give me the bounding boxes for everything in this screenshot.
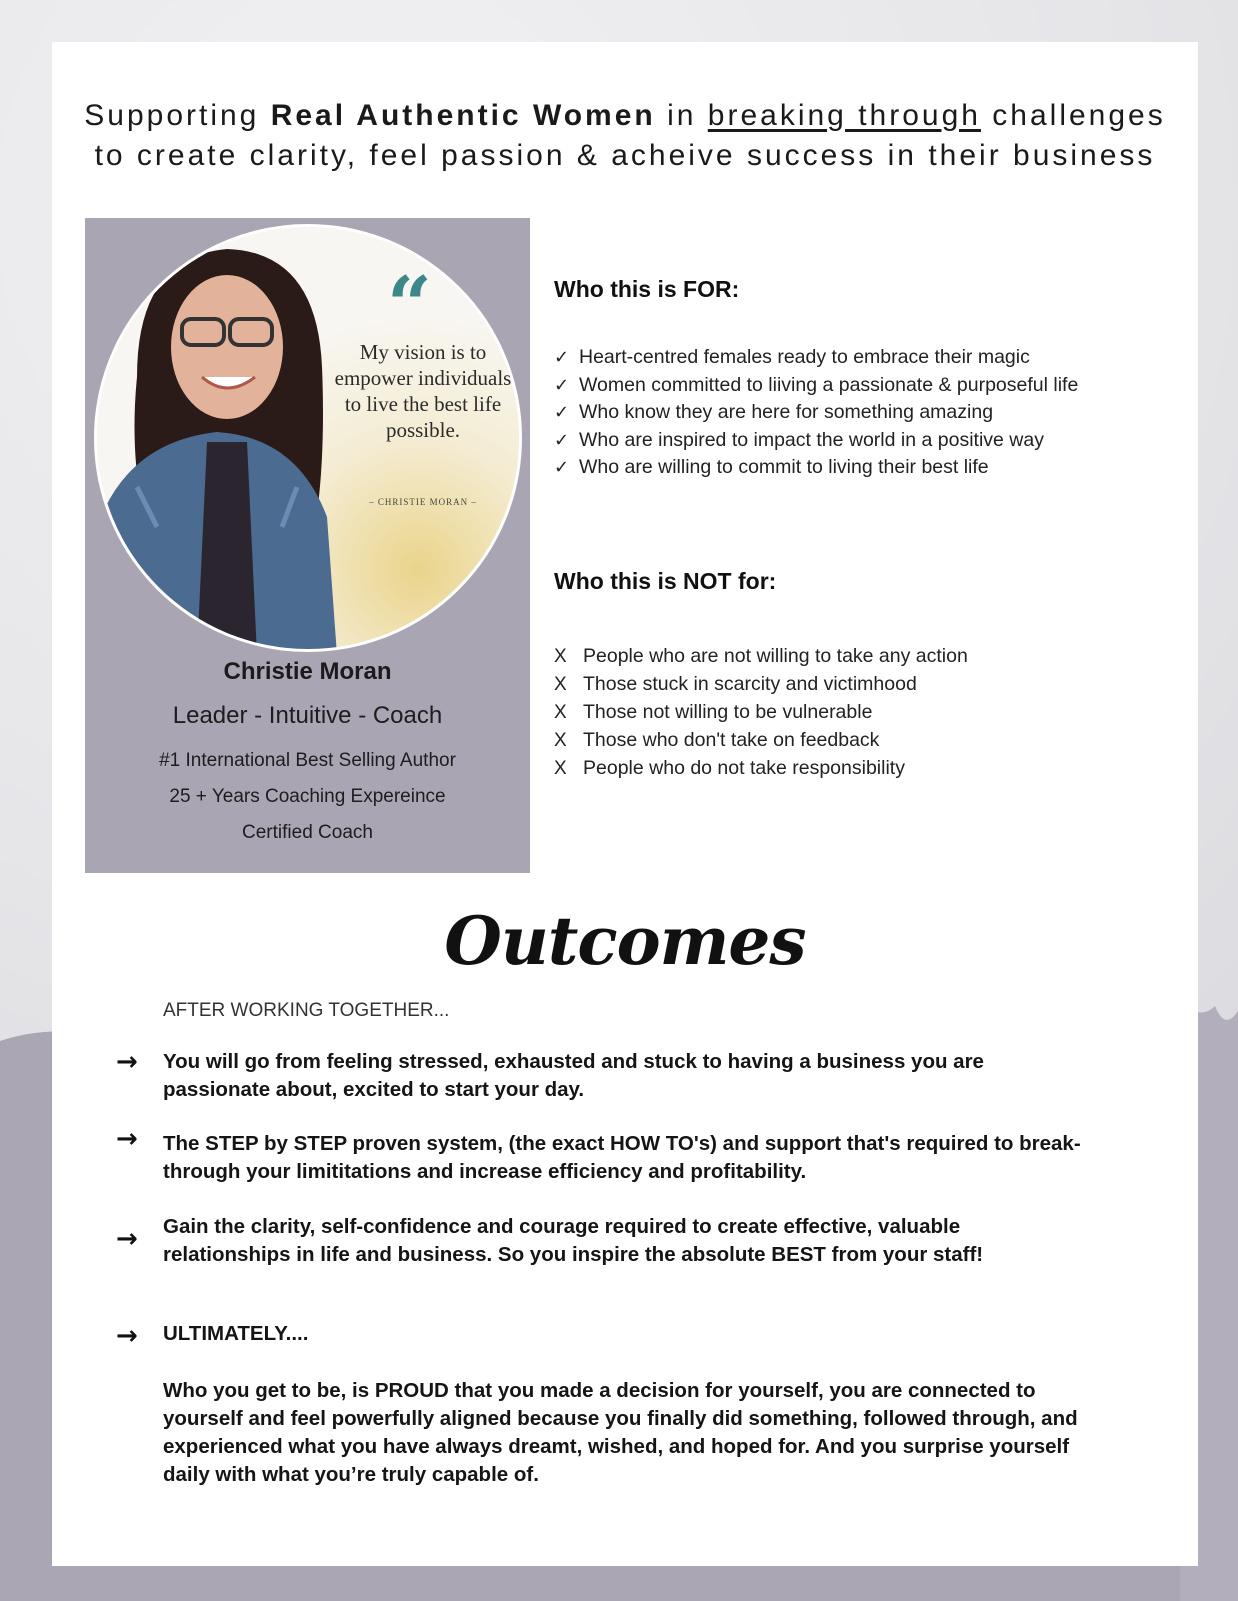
quote-attribution: – CHRISTIE MORAN – [369, 497, 477, 507]
ultimately-label: ULTIMATELY.... [163, 1322, 309, 1345]
list-item [554, 670, 968, 698]
headline-line-2: to create clarity, feel passion & acheive success in their business [94, 139, 1156, 172]
headline [52, 96, 1198, 176]
arrow-icon: → [116, 1047, 138, 1077]
quote-mark-icon: “ [387, 260, 432, 351]
list-item-text: Those not willing to be vulnerable [583, 701, 873, 723]
list-item-text: Those who don't take on feedback [583, 729, 880, 751]
outcomes-intro: AFTER WORKING TOGETHER... [163, 1000, 450, 1021]
headline-text: Supporting [84, 99, 271, 132]
not-for-heading: Who this is NOT for: [554, 568, 777, 594]
headline-line-1 [52, 96, 1198, 136]
for-heading: Who this is FOR: [554, 276, 740, 302]
list-item [554, 726, 968, 754]
list-item [554, 642, 968, 670]
outcomes-title: Outcomes [444, 902, 806, 980]
headline-underlined-text: breaking through [707, 99, 981, 132]
x-icon: X [554, 702, 567, 723]
list-item-text: Who are willing to commit to living their best life [579, 456, 989, 478]
headline-text: challenges [980, 99, 1166, 132]
x-icon: X [554, 646, 567, 667]
profile-credential: 25 + Years Coaching Expereince [169, 786, 446, 807]
portrait-photo [94, 224, 522, 652]
list-item-text: Heart-centred females ready to embrace their magic [579, 346, 1030, 368]
list-item-text: People who are not willing to take any action [583, 645, 968, 667]
arrow-icon: → [116, 1321, 138, 1351]
profile-roles: Leader - Intuitive - Coach [172, 702, 443, 729]
profile-card [85, 218, 530, 873]
check-icon: ✓ [554, 374, 570, 396]
outcome-item: The STEP by STEP proven system, (the exact HOW TO's) and support that's required to break-through your limititations and increase efficiency and profitability. [163, 1132, 1081, 1183]
list-item-text: People who do not take responsibility [583, 757, 905, 779]
list-item-text: Who know they are here for something amazing [579, 401, 994, 423]
not-for-list [554, 642, 968, 782]
closing-paragraph: Who you get to be, is PROUD that you made a decision for yourself, you are connected to yourself and feel powerfully aligned because you finally did something, followed through, and experienced what you have always dreamt, wished, and hoped for. And you surprise yourself daily with what you’re truly capable of. [163, 1379, 1078, 1486]
profile-credential: Certified Coach [242, 822, 373, 843]
headline-bold-text: Real Authentic Women [270, 99, 656, 132]
check-icon: ✓ [554, 457, 570, 478]
outcome-item: Gain the clarity, self-confidence and courage required to create effective, valuable relationships in life and business. So you inspire the absolute BEST from your staff! [163, 1215, 984, 1266]
list-item [554, 754, 968, 782]
list-item [554, 454, 1078, 482]
list-item [554, 372, 1078, 400]
list-item [554, 399, 1078, 427]
quote-text: My vision is to empower individuals to live the best life possible. [334, 340, 512, 442]
x-icon: X [554, 674, 567, 695]
x-icon: X [554, 758, 567, 779]
list-item [554, 344, 1078, 372]
arrow-icon: → [116, 1224, 138, 1254]
list-item-text: Who are inspired to impact the world in a positive way [579, 428, 1044, 451]
for-list [554, 344, 1078, 482]
x-icon: X [554, 730, 567, 751]
check-icon: ✓ [554, 402, 570, 423]
check-icon: ✓ [554, 429, 570, 451]
list-item-text: Those stuck in scarcity and victimhood [583, 673, 917, 695]
outcome-item: You will go from feeling stressed, exhausted and stuck to having a business you are passionate about, excited to start your day. [163, 1050, 984, 1101]
headline-text: in [655, 99, 708, 132]
list-item-text: Women committed to liiving a passionate & purposeful life [579, 373, 1079, 396]
arrow-icon: → [116, 1124, 138, 1154]
profile-name: Christie Moran [223, 658, 392, 685]
list-item [554, 427, 1078, 455]
document-page [52, 42, 1198, 1566]
list-item [554, 698, 968, 726]
check-icon: ✓ [554, 347, 570, 368]
profile-credential: #1 International Best Selling Author [159, 750, 456, 771]
